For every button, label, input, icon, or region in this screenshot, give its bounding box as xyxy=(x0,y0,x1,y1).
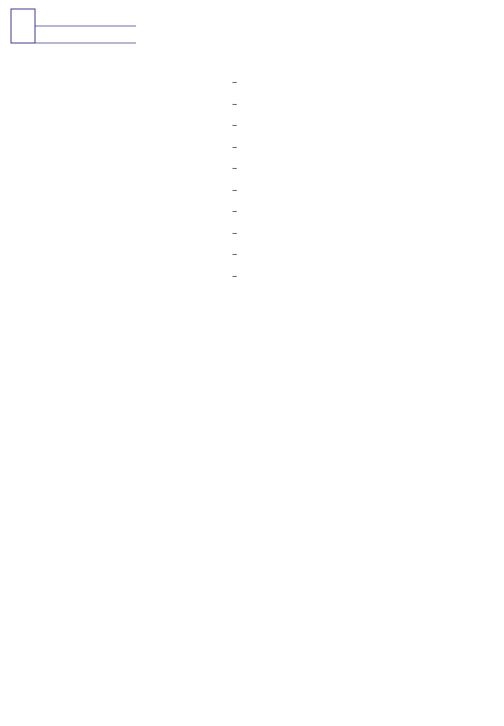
list-item xyxy=(232,115,456,137)
list-bullet: – xyxy=(232,269,238,282)
list-bullet: – xyxy=(232,248,238,260)
list-item xyxy=(232,158,456,180)
list-bullet: – xyxy=(232,140,238,153)
list-bullet: – xyxy=(232,205,238,217)
list-item xyxy=(232,266,456,288)
body-text xyxy=(216,66,456,287)
list-bullet: – xyxy=(232,162,238,174)
elephant-list xyxy=(216,72,456,287)
list-bullet: – xyxy=(232,119,238,131)
list-bullet: – xyxy=(232,76,238,88)
list-bullet: – xyxy=(232,97,238,110)
header-logo xyxy=(10,8,138,44)
list-item xyxy=(232,201,456,223)
list-bullet: – xyxy=(232,226,238,239)
list-item xyxy=(232,223,456,245)
list-item xyxy=(232,180,456,202)
list-bullet: – xyxy=(232,183,238,196)
list-item xyxy=(232,244,456,266)
logo-frame-icon xyxy=(10,8,138,44)
list-item xyxy=(232,72,456,94)
list-item xyxy=(232,137,456,159)
list-item xyxy=(232,94,456,116)
